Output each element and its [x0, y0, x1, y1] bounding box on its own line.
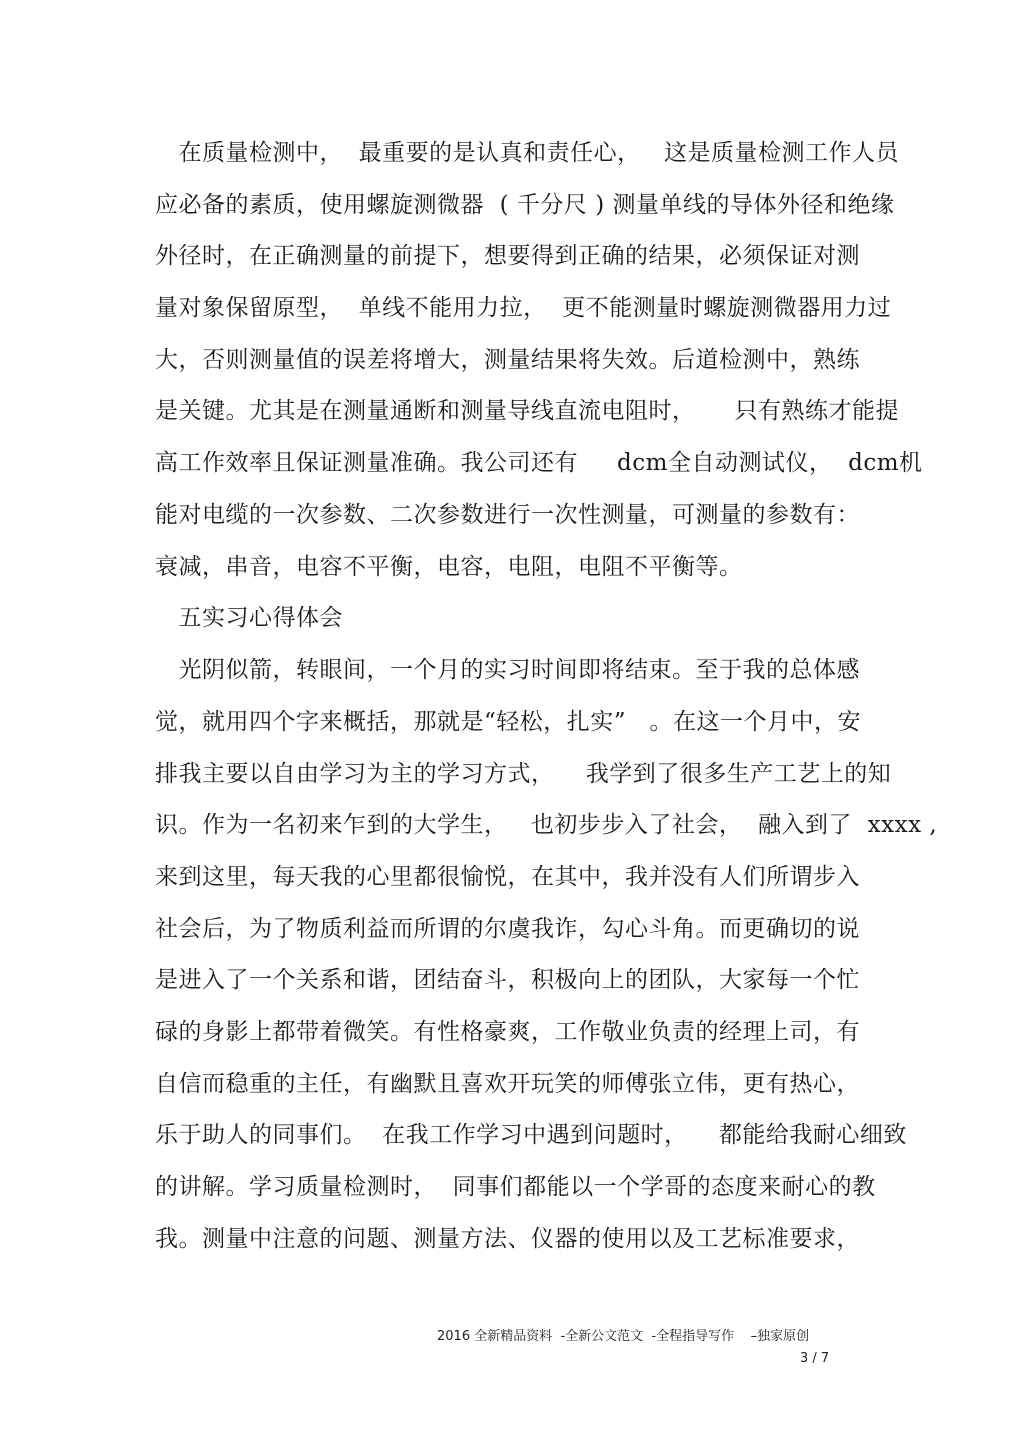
body-line: 外径时，在正确测量的前提下，想要得到正确的结果，必须保证对测: [155, 243, 860, 269]
body-line: 排我主要以自由学习为主的学习方式， 我学到了很多生产工艺上的知: [155, 761, 892, 787]
body-line: 自信而稳重的主任，有幽默且喜欢开玩笑的师傅张立伟，更有热心，: [155, 1071, 860, 1097]
body-line: 高工作效率且保证测量准确。我公司还有 dcm全自动测试仪， dcm机: [155, 450, 923, 476]
footer-tagline: 2016 全新精品资料 -全新公文范文 -全程指导写作 –独家原创: [437, 1329, 810, 1344]
body-line: 应必备的素质，使用螺旋测微器 ( 千分尺 ) 测量单线的导体外径和绝缘: [155, 192, 895, 218]
body-line: 衰减，串音，电容不平衡，电容，电阻，电阻不平衡等。: [155, 554, 743, 580]
body-line: 我。测量中注意的问题、测量方法、仪器的使用以及工艺标准要求，: [155, 1226, 860, 1252]
body-line: 来到这里，每天我的心里都很愉悦，在其中，我并没有人们所谓步入: [155, 864, 860, 890]
body-line: 量对象保留原型， 单线不能用力拉， 更不能测量时螺旋测微器用力过: [155, 295, 892, 321]
page-number: 3 / 7: [800, 1351, 830, 1366]
body-line: 在质量检测中， 最重要的是认真和责任心， 这是质量检测工作人员: [155, 140, 900, 166]
body-line: 是关键。尤其是在测量通断和测量导线直流电阻时， 只有熟练才能提: [155, 398, 900, 424]
body-line: 觉，就用四个字来概括，那就是“轻松，扎实” 。在这一个月中，安: [155, 709, 861, 735]
body-line: 的讲解。学习质量检测时， 同事们都能以一个学哥的态度来耐心的教: [155, 1174, 876, 1200]
body-line: 碌的身影上都带着微笑。有性格豪爽，工作敬业负责的经理上司，有: [155, 1019, 860, 1045]
body-line: 五实习心得体会: [155, 605, 343, 631]
body-line: 社会后，为了物质利益而所谓的尔虞我诈，勾心斗角。而更确切的说: [155, 916, 860, 942]
body-line: 能对电缆的一次参数、二次参数进行一次性测量，可测量的参数有：: [155, 502, 860, 528]
body-line: 是进入了一个关系和谐，团结奋斗，积极向上的团队，大家每一个忙: [155, 967, 860, 993]
body-line: 光阴似箭，转眼间，一个月的实习时间即将结束。至于我的总体感: [155, 657, 860, 683]
body-line: 识。作为一名初来乍到的大学生， 也初步步入了社会， 融入到了 xxxx ,: [155, 812, 938, 838]
body-line: 乐于助人的同事们。 在我工作学习中遇到问题时， 都能给我耐心细致: [155, 1122, 907, 1148]
body-line: 大，否则测量值的误差将增大，测量结果将失效。后道检测中，熟练: [155, 347, 860, 373]
